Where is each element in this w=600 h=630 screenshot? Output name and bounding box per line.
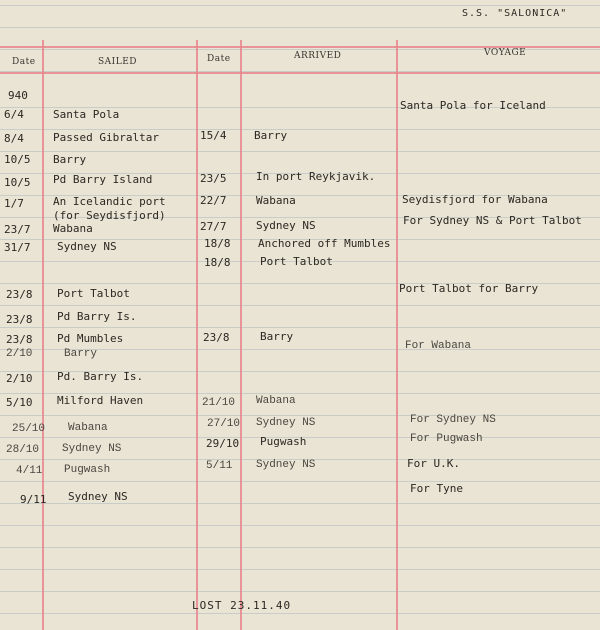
sailed-place: Pd Barry Island	[53, 173, 153, 186]
voyage-entry: For Sydney NS & Port Talbot	[403, 214, 582, 227]
sailed-date: 1/7	[4, 197, 24, 210]
sailed-place: Pugwash	[64, 464, 111, 476]
arrived-date: 27/7	[200, 220, 227, 233]
arrived-place: Sydney NS	[256, 219, 316, 232]
arrived-date: 18/8	[204, 256, 231, 269]
voyage-entry: For Sydney NS	[410, 414, 496, 426]
sailed-place: Milford Haven	[57, 394, 144, 407]
voyage-entry: For Pugwash	[410, 433, 483, 445]
header-arrived: ARRIVED	[294, 51, 342, 61]
voyage-entry: For U.K.	[407, 457, 460, 470]
sailed-date: 25/10	[12, 423, 46, 435]
header-sailed: SAILED	[98, 57, 137, 67]
sailed-place: Sydney NS	[57, 240, 117, 253]
arrived-date: 22/7	[200, 194, 227, 207]
arrived-date: 18/8	[204, 237, 231, 250]
arrived-place: In port Reykjavik.	[256, 170, 376, 183]
sailed-place: Wabana	[68, 422, 108, 434]
sailed-place: Barry	[53, 153, 87, 166]
voyage-entry: Seydisfjord for Wabana	[402, 193, 548, 206]
arrived-place: Wabana	[256, 395, 296, 407]
arrived-date: 21/10	[202, 397, 236, 409]
sailed-date: 2/10	[6, 348, 33, 360]
sailed-place: An Icelandic port	[53, 195, 166, 208]
sailed-date: 23/8	[6, 288, 33, 301]
sailed-date: 4/11	[16, 465, 43, 477]
header-voyage: VOYAGE	[484, 48, 527, 58]
header-date-arrived: Date	[207, 54, 231, 64]
sailed-date: 23/8	[6, 313, 33, 326]
column-rule-4	[396, 40, 398, 630]
ship-name: S.S. "SALONICA"	[462, 8, 568, 19]
arrived-date: 5/11	[206, 460, 233, 472]
arrived-date: 23/5	[200, 172, 227, 185]
sailed-place: Pd Mumbles	[57, 332, 124, 345]
arrived-place: Wabana	[256, 194, 296, 207]
sailed-place: Santa Pola	[53, 108, 120, 121]
voyage-entry: For Wabana	[405, 340, 472, 352]
sailed-date: 9/11	[20, 493, 47, 506]
arrived-place: Barry	[254, 129, 288, 142]
sailed-place: Sydney NS	[68, 490, 128, 503]
header-bottom-rule	[0, 72, 600, 74]
arrived-place: Barry	[260, 330, 294, 343]
sailed-place-note: (for Seydisfjord)	[53, 209, 166, 222]
sailed-date: 5/10	[6, 396, 33, 409]
arrived-place: Pugwash	[260, 435, 307, 448]
column-rule-1	[42, 40, 44, 630]
arrived-place: Sydney NS	[256, 417, 316, 429]
arrived-date: 23/8	[203, 331, 230, 344]
sailed-place: Pd Barry Is.	[57, 310, 137, 323]
sailed-date: 6/4	[4, 108, 24, 121]
sailed-place: Passed Gibraltar	[53, 131, 159, 144]
sailed-place: Port Talbot	[57, 287, 130, 300]
sailed-date: 23/8	[6, 333, 33, 346]
arrived-date: 27/10	[207, 418, 241, 430]
sailed-date: 10/5	[4, 153, 31, 166]
voyage-entry: Santa Pola for Iceland	[400, 99, 546, 112]
arrived-place: Port Talbot	[260, 255, 333, 268]
sailed-place: Wabana	[53, 222, 93, 235]
arrived-place: Anchored off Mumbles	[258, 237, 391, 250]
sailed-date: 31/7	[4, 241, 31, 254]
sailed-date: 10/5	[4, 176, 31, 189]
sailed-date: 8/4	[4, 132, 24, 145]
voyage-entry: Port Talbot for Barry	[399, 282, 539, 295]
voyage-entry: For Tyne	[410, 482, 463, 495]
sailed-date: 28/10	[6, 444, 40, 456]
column-rule-3	[240, 40, 242, 630]
sailed-place: Sydney NS	[62, 443, 122, 455]
arrived-date: 15/4	[200, 129, 227, 142]
sailed-place: Pd. Barry Is.	[57, 370, 144, 383]
year-label: 940	[8, 89, 28, 102]
sailed-place: Barry	[64, 348, 98, 360]
arrived-date: 29/10	[206, 437, 240, 450]
sailed-date: 23/7	[4, 223, 31, 236]
lost-note: LOST 23.11.40	[192, 599, 292, 612]
sailed-date: 2/10	[6, 372, 33, 385]
header-date-sailed: Date	[12, 57, 36, 67]
arrived-place: Sydney NS	[256, 459, 316, 471]
column-rule-2	[196, 40, 198, 630]
